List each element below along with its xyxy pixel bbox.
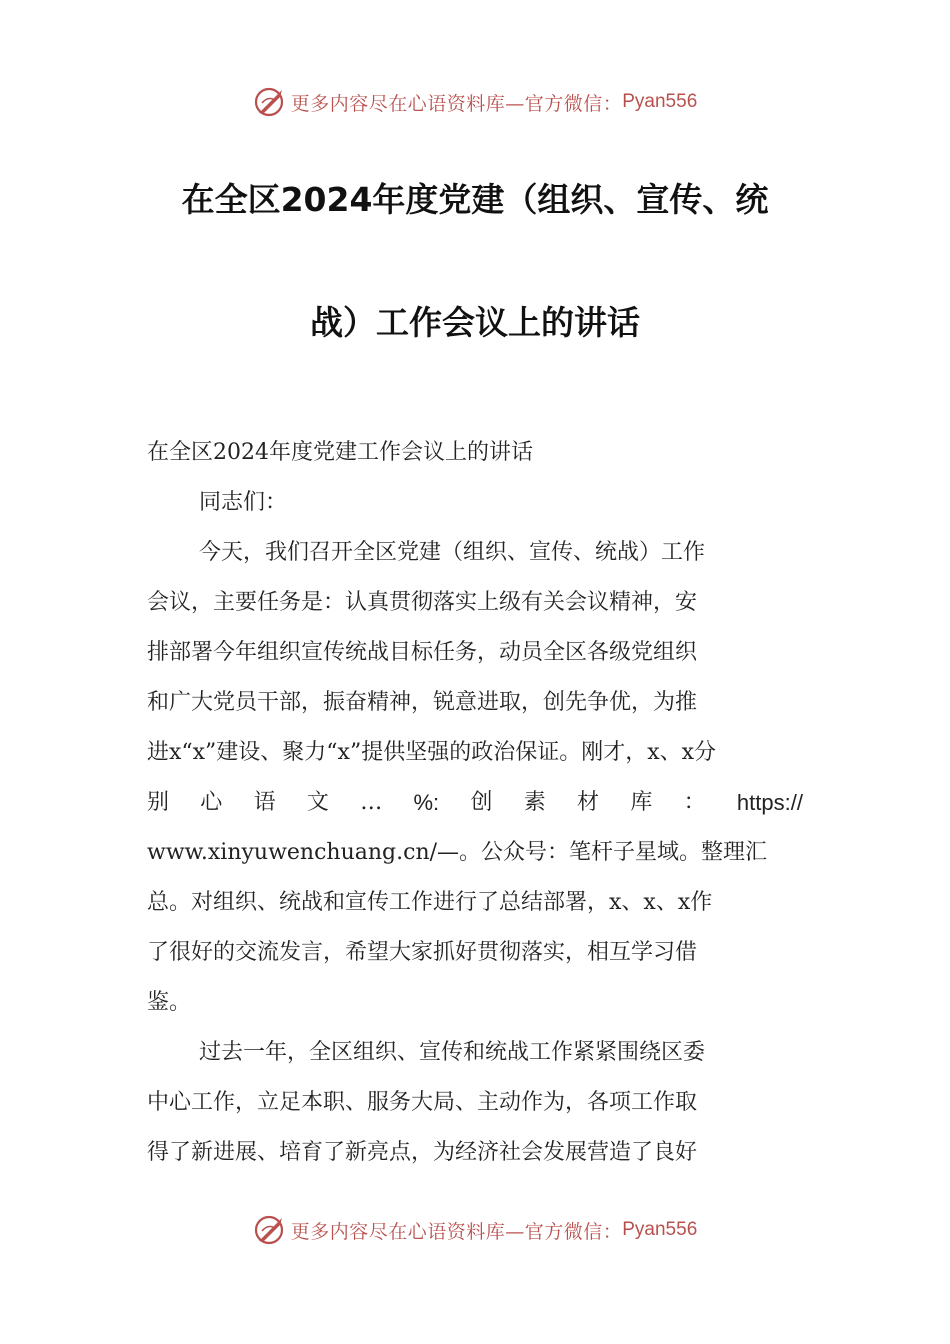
banner-wechat-id: Pyan556 xyxy=(622,1219,698,1240)
paragraph-1-line-2: 会议，主要任务是：认真贯彻落实上级有关会议精神，安 xyxy=(147,590,698,615)
spread-char: %: xyxy=(413,790,440,815)
spread-char: 库 xyxy=(630,790,653,815)
paragraph-1-line-6 xyxy=(147,778,803,828)
footer-watermark xyxy=(0,1210,950,1250)
spread-char: 语 xyxy=(253,790,276,815)
banner-text: 更多内容尽在心语资料库—官方微信： xyxy=(290,1220,623,1243)
paragraph-1-line-5: 进x“x”建设、聚力“x”提供坚强的政治保证。刚才，x、x分 xyxy=(147,740,717,765)
banner-wechat-id: Pyan556 xyxy=(622,91,698,112)
spread-char: 材 xyxy=(577,790,600,815)
paragraph-1-line-9: 了很好的交流发言，希望大家抓好贯彻落实，相互学习借 xyxy=(147,940,698,965)
paragraph-2-line-1: 过去一年，全区组织、宣传和统战工作紧紧围绕区委 xyxy=(199,1040,706,1065)
spread-char: ： xyxy=(683,790,706,815)
document-title-line-1: 在全区2024年度党建（组织、宣传、统 xyxy=(181,180,769,219)
paragraph-2-line-3: 得了新进展、培育了新亮点，为经济社会发展营造了良好 xyxy=(147,1140,698,1165)
paragraph-1-line-4: 和广大党员干部，振奋精神，锐意进取，创先争优，为推 xyxy=(147,690,698,715)
paragraph-1-line-3: 排部署今年组织宣传统战目标任务，动员全区各级党组织 xyxy=(147,640,698,665)
spread-char: 别 xyxy=(147,790,170,815)
spread-char: 创 xyxy=(470,790,493,815)
document-title-line-2: 战）工作会议上的讲话 xyxy=(310,303,640,342)
greeting: 同志们： xyxy=(199,490,288,515)
spread-char: 文 xyxy=(306,790,329,815)
pen-logo-icon xyxy=(253,1213,287,1247)
url-fragment: https:// xyxy=(736,790,803,815)
paragraph-1-line-7: www.xinyuwenchuang.cn/—。公众号：笔杆子星域。整理汇 xyxy=(147,840,768,865)
spread-char: 心 xyxy=(200,790,223,815)
header-watermark xyxy=(0,82,950,122)
paragraph-1-line-10: 鉴。 xyxy=(147,990,192,1015)
spread-char: 素 xyxy=(523,790,546,815)
banner-text: 更多内容尽在心语资料库—官方微信： xyxy=(290,92,623,115)
paragraph-1-line-8: 总。对组织、统战和宣传工作进行了总结部署，x、x、x作 xyxy=(147,890,713,915)
spread-char: … xyxy=(360,790,383,815)
paragraph-2-line-2: 中心工作，立足本职、服务大局、主动作为，各项工作取 xyxy=(147,1090,698,1115)
document-subtitle: 在全区2024年度党建工作会议上的讲话 xyxy=(147,440,533,465)
paragraph-1-line-1: 今天，我们召开全区党建（组织、宣传、统战）工作 xyxy=(199,540,706,565)
document-body xyxy=(147,428,803,1178)
pen-logo-icon xyxy=(253,85,287,119)
